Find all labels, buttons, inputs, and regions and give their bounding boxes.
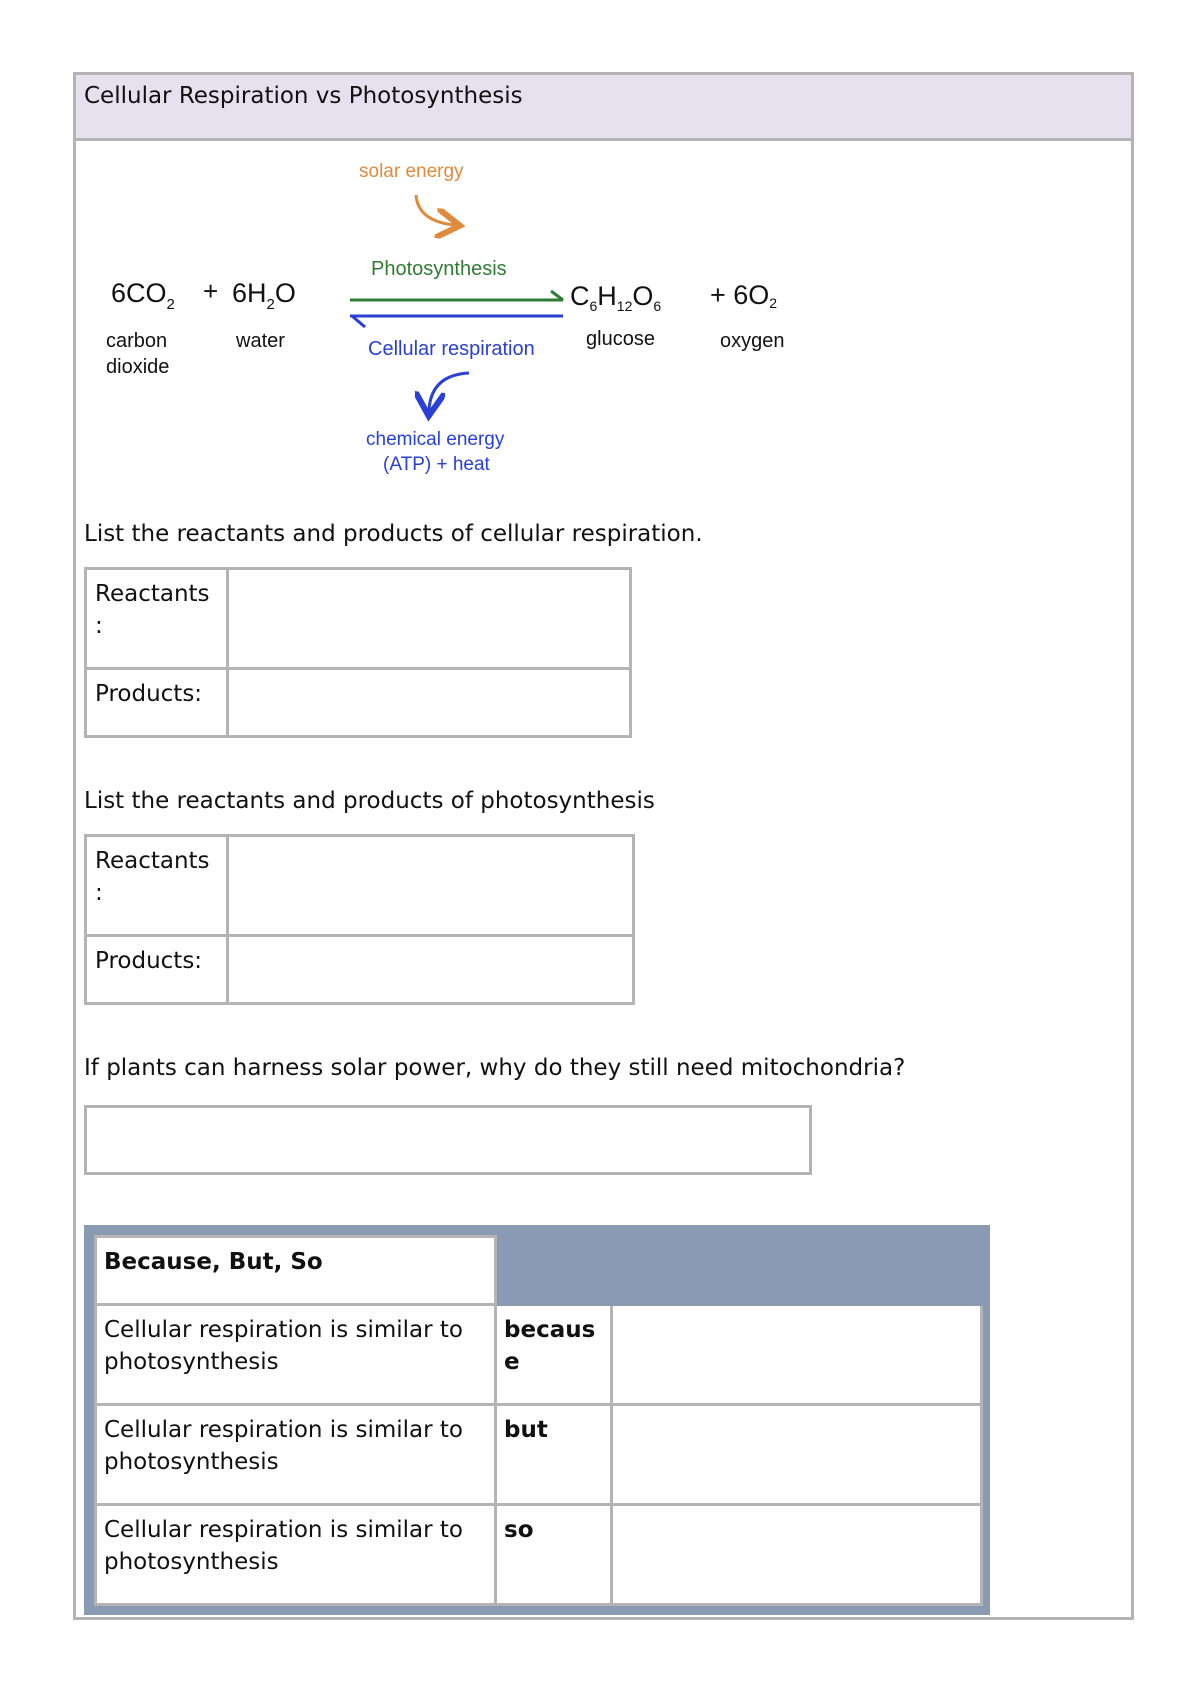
bbs-stem-so: Cellular respiration is similar to photosynthesis bbox=[96, 1505, 496, 1605]
photosynthesis-reactants-answer[interactable] bbox=[228, 836, 634, 936]
bbs-header-blank bbox=[496, 1237, 982, 1305]
respiration-reactants-answer[interactable] bbox=[228, 569, 631, 669]
chemical-energy-line1: chemical energy bbox=[366, 429, 505, 450]
plus-sign: + bbox=[203, 276, 219, 306]
glucose-formula: $C_6H_{12}O_6$ bbox=[570, 281, 662, 314]
products-label: Products: bbox=[86, 936, 228, 1004]
bbs-conj-because: becaus e bbox=[496, 1305, 612, 1405]
carbon-label: carbon bbox=[106, 330, 168, 352]
mitochondria-answer-box[interactable] bbox=[84, 1105, 812, 1175]
photosynthesis-products-answer[interactable] bbox=[228, 936, 634, 1004]
co2-formula: $6CO_2$ bbox=[111, 278, 175, 313]
water-label: water bbox=[236, 330, 285, 352]
respiration-table bbox=[84, 567, 632, 738]
question-mitochondria: If plants can harness solar power, why do they still need mitochondria? bbox=[84, 1055, 906, 1081]
chemical-energy-arrow bbox=[429, 373, 469, 410]
because-but-so-frame bbox=[84, 1225, 990, 1615]
bbs-answer-but[interactable] bbox=[612, 1405, 982, 1505]
products-label: Products: bbox=[86, 669, 228, 737]
bbs-answer-so[interactable] bbox=[612, 1505, 982, 1605]
reactants-label: Reactants : bbox=[86, 569, 228, 669]
h2o-formula: $6H_2O$ bbox=[232, 278, 296, 313]
o2-formula: + 6O2 bbox=[710, 280, 778, 311]
respiration-photosynthesis-diagram bbox=[76, 75, 1137, 495]
respiration-products-answer[interactable] bbox=[228, 669, 631, 737]
reactants-label: Reactants : bbox=[86, 836, 228, 936]
question-photosynthesis: List the reactants and products of photosynthesis bbox=[84, 788, 655, 814]
page-title: Cellular Respiration vs Photosynthesis bbox=[84, 83, 523, 109]
worksheet bbox=[73, 72, 1134, 1620]
question-cellular-respiration: List the reactants and products of cellular respiration. bbox=[84, 521, 703, 547]
glucose-label: glucose bbox=[586, 328, 655, 350]
solar-energy-label: solar energy bbox=[359, 161, 464, 182]
photosynthesis-table bbox=[84, 834, 635, 1005]
bbs-stem-but: Cellular respiration is similar to photosynthesis bbox=[96, 1405, 496, 1505]
photosynthesis-label: Photosynthesis bbox=[371, 258, 507, 280]
cellular-respiration-label: Cellular respiration bbox=[368, 338, 535, 360]
bbs-answer-because[interactable] bbox=[612, 1305, 982, 1405]
solar-energy-arrow bbox=[416, 195, 454, 225]
bbs-stem-because: Cellular respiration is similar to photosynthesis bbox=[96, 1305, 496, 1405]
because-but-so-table bbox=[94, 1235, 983, 1606]
bbs-header: Because, But, So bbox=[96, 1237, 496, 1305]
oxygen-label: oxygen bbox=[720, 330, 785, 352]
dioxide-label: dioxide bbox=[106, 356, 170, 378]
chemical-energy-line2: (ATP) + heat bbox=[383, 454, 490, 475]
bbs-conj-so: so bbox=[496, 1505, 612, 1605]
bbs-conj-but: but bbox=[496, 1405, 612, 1505]
